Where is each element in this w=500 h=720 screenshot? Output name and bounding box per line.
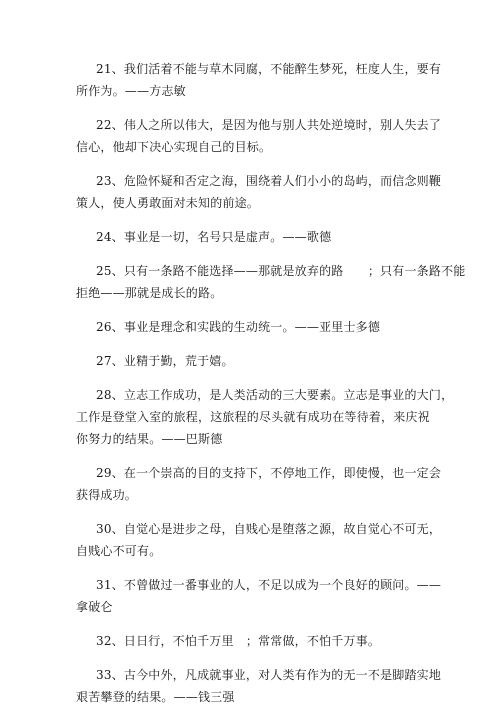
quote-line: 25、只有一条路不能选择——那就是放弃的路 ；只有一条路不能 — [96, 264, 466, 278]
quote-line: 获得成功。 — [76, 488, 138, 502]
quote-line: 32、日日行，不怕千万里 ；常常做，不怕千万事。 — [96, 634, 381, 648]
quote-line: 27、业精于勤，荒于嬉。 — [96, 354, 234, 368]
quote-paragraph — [76, 350, 421, 372]
quote-line: 自贱心不可有。 — [76, 544, 162, 558]
quote-line: 拒绝——那就是成长的路。 — [76, 286, 223, 300]
quote-line: 信心，他却下决心实现自己的目标。 — [76, 140, 272, 154]
quote-line: 24、事业是一切，名号只是虚声。——歌德 — [96, 230, 332, 244]
quote-line: 所作为。——方志敏 — [76, 84, 186, 98]
quote-paragraph — [76, 630, 421, 652]
quote-list — [76, 58, 466, 720]
quote-line: 28、立志工作成功，是人类活动的三大要素。立志是事业的大门， — [96, 388, 454, 402]
quote-line: 29、在一个崇高的目的支持下，不停地工作，即使慢，也一定会 — [96, 466, 442, 480]
quote-paragraph — [76, 170, 442, 214]
quote-paragraph — [76, 58, 442, 102]
quote-line: 你努力的结果。——巴斯德 — [76, 432, 223, 446]
quote-paragraph — [76, 316, 421, 338]
quote-paragraph — [76, 384, 454, 450]
quote-line: 21、我们活着不能与草木同腐，不能醉生梦死，枉度人生，要有 — [96, 62, 442, 76]
quote-paragraph — [76, 574, 442, 618]
quote-line: 22、伟人之所以伟大，是因为他与别人共处逆境时，别人失去了 — [96, 118, 442, 132]
quote-paragraph — [76, 114, 442, 158]
quote-paragraph — [76, 518, 442, 562]
quote-line: 23、危险怀疑和否定之海，围绕着人们小小的岛屿，而信念则鞭 — [96, 174, 442, 188]
quote-line: 拿破仑 — [76, 600, 113, 614]
quote-line: 26、事业是理念和实践的生动统一。——亚里士多德 — [96, 320, 381, 334]
quote-line: 工作是登堂入室的旅程，这旅程的尽头就有成功在等待着，来庆祝 — [76, 410, 430, 424]
quote-line: 30、自觉心是进步之母，自贱心是堕落之源，故自觉心不可无， — [96, 522, 442, 536]
quote-line: 艰苦攀登的结果。——钱三强 — [76, 690, 235, 704]
quote-paragraph — [76, 260, 466, 304]
quote-paragraph — [76, 664, 442, 708]
quote-line: 策人，使人勇敢面对未知的前途。 — [76, 196, 260, 210]
quote-line: 33、古今中外，凡成就事业，对人类有作为的无一不是脚踏实地 — [96, 668, 442, 682]
quote-paragraph — [76, 462, 442, 506]
quote-paragraph — [76, 226, 421, 248]
quote-line: 31、不曾做过一番事业的人，不足以成为一个良好的顾问。—— — [96, 578, 442, 592]
